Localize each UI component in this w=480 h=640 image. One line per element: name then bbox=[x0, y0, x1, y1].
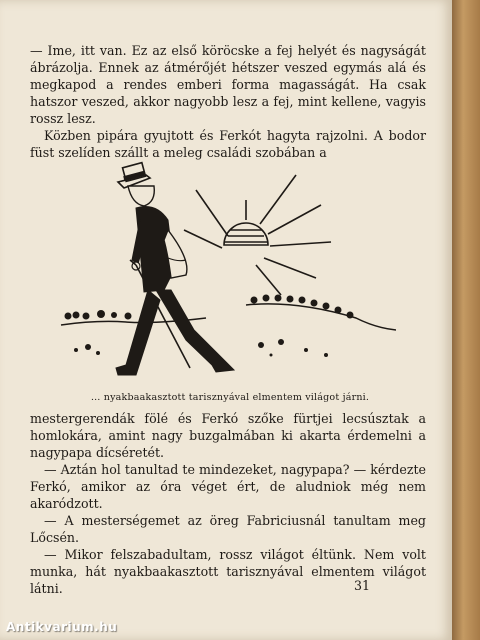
paragraph: — Aztán hol tanultad te mindezeket, nagypapa? — kérdezte Ferkó, amikor az óra véget ért, de aludniok még nem akaródzott. bbox=[30, 462, 426, 511]
illustration-caption: … nyakbaakasztott tarisznyával elmentem világot járni. bbox=[90, 392, 370, 403]
walking-man-illustration bbox=[56, 150, 396, 390]
paragraph: — Mikor felszabadultam, rossz világot éltünk. Nem volt munka, hát nyakbaakasztott tarisznyával elmentem világot látni. bbox=[30, 547, 426, 596]
top-text-block bbox=[30, 42, 426, 161]
bottom-text-block bbox=[30, 410, 426, 597]
paragraph: — A mesterségemet az öreg Fabriciusnál tanultam meg Lőcsén. bbox=[30, 513, 426, 545]
landscape bbox=[61, 295, 396, 358]
paragraph: Közben pipára gyujtott és Ferkót hagyta rajzolni. A bodor füst szelíden szállt a meleg családi szobában a bbox=[30, 128, 426, 160]
walking-man bbox=[116, 163, 234, 375]
page-number: 31 bbox=[354, 578, 371, 593]
book-spine bbox=[452, 0, 480, 640]
sun-icon bbox=[184, 175, 331, 295]
paragraph: — Ime, itt van. Ez az első köröcske a fej helyét és nagyságát ábrázolja. Ennek az átmérőjét hétszer veszed egymás alá és megkapod a rendes emberi forma magasságát. Ha csak hatszor veszed, akkor nagyobb lesz a fej, mint kellene, vagyis rossz lesz. bbox=[30, 43, 426, 126]
paragraph: mestergerendák fölé és Ferkó szőke fürtjei lecsúsztak a homlokára, amint nagy buzgalmában ki akarta érdemelni a nagypapa dícséretét. bbox=[30, 411, 426, 460]
watermark: Antikvarium.hu bbox=[6, 620, 118, 634]
